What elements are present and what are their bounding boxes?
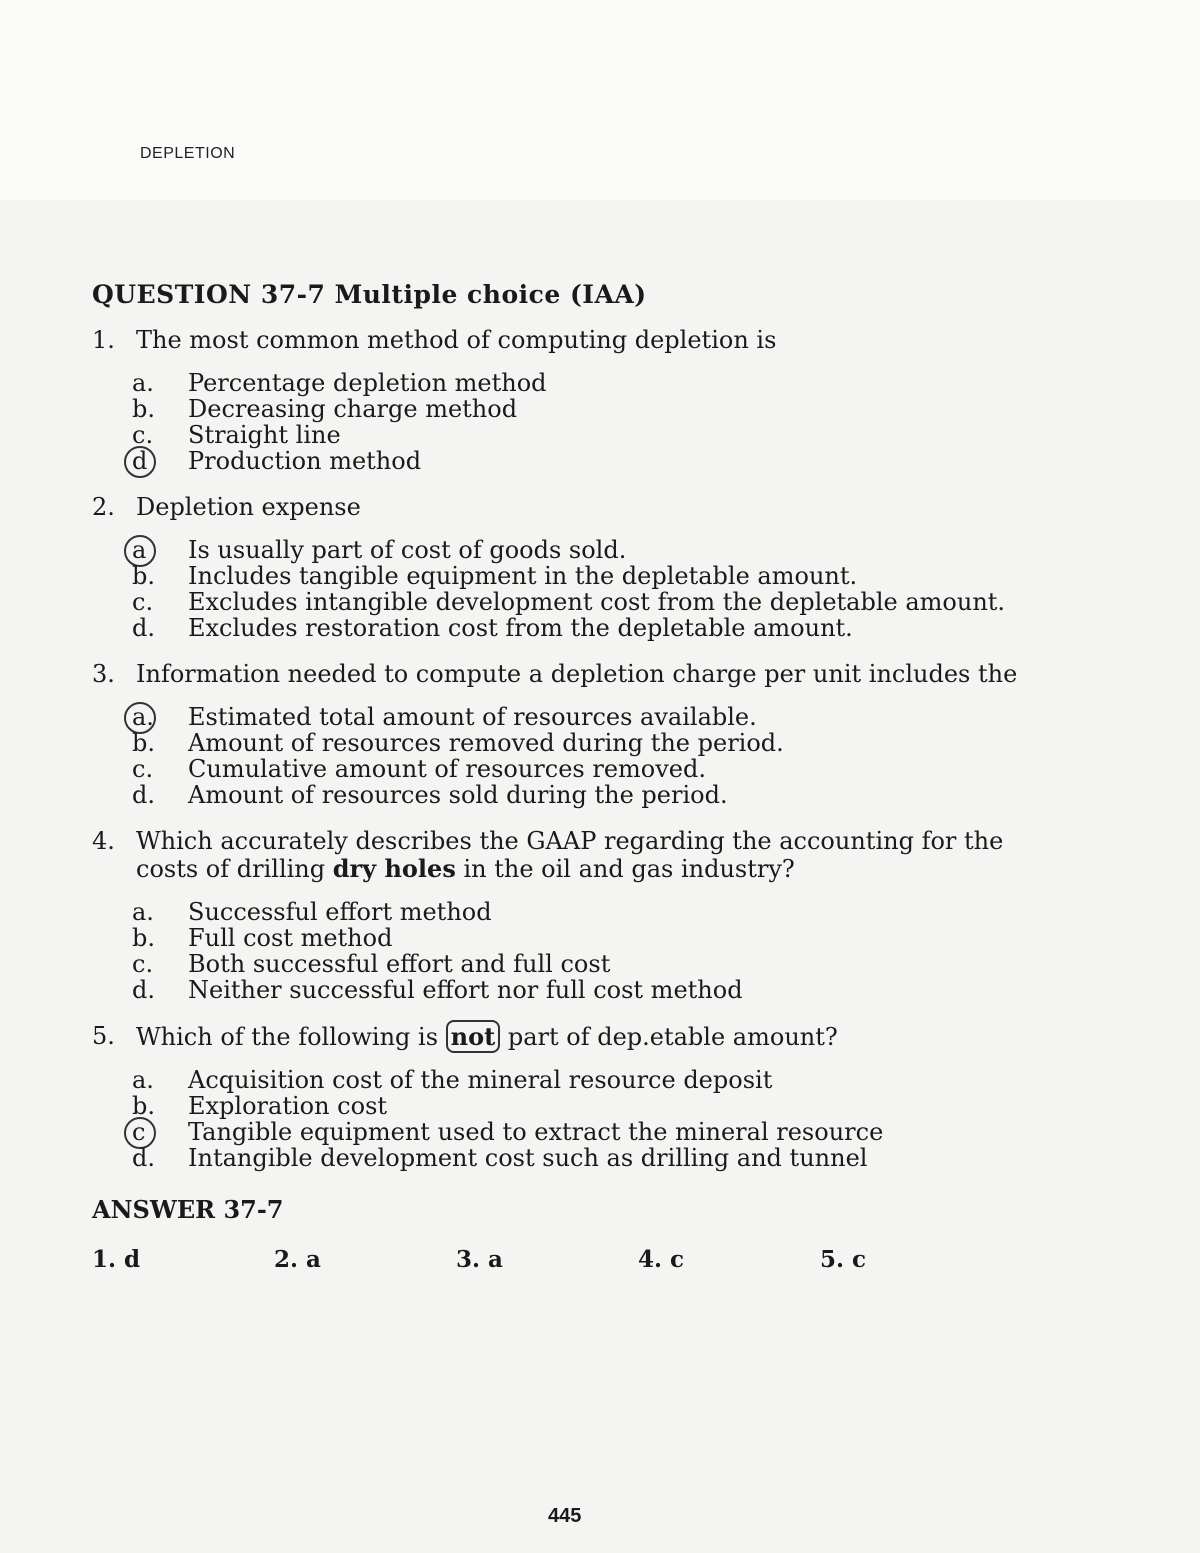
question-document <box>92 280 1037 1273</box>
option-b <box>132 1093 1037 1119</box>
question-text: Depletion expense <box>136 493 361 521</box>
running-header: DEPLETION <box>140 145 236 162</box>
answer-2: 2. a <box>274 1246 321 1273</box>
option-list <box>92 537 1037 641</box>
option-text: Estimated total amount of resources available. <box>188 703 757 731</box>
question-stem <box>92 661 1037 688</box>
option-letter: b. <box>132 1092 155 1120</box>
option-list <box>92 1067 1037 1171</box>
question-stem <box>92 327 1037 354</box>
option-d <box>132 782 1037 808</box>
answer-key <box>92 1246 1037 1273</box>
option-text: Percentage depletion method <box>188 369 547 397</box>
question-stem <box>92 494 1037 521</box>
option-letter: d. <box>132 614 155 642</box>
question-stem <box>92 828 1037 883</box>
option-text: Full cost method <box>188 924 393 952</box>
question-title: QUESTION 37-7 Multiple choice (IAA) <box>92 280 647 309</box>
question-3 <box>92 661 1037 808</box>
boxed-emphasis-text: not <box>446 1020 501 1053</box>
option-letter-circled: d <box>132 448 188 474</box>
option-letter: b. <box>132 924 155 952</box>
option-text: Amount of resources removed during the period. <box>188 729 784 757</box>
option-text: Includes tangible equipment in the depletable amount. <box>188 562 858 590</box>
option-b <box>132 396 1037 422</box>
question-number: 1. <box>92 326 115 354</box>
question-stem <box>92 1023 1037 1051</box>
option-d <box>132 448 1037 474</box>
question-text: Information needed to compute a depletion charge per unit includes the <box>136 660 1018 688</box>
option-d <box>132 977 1037 1003</box>
answer-4: 4. c <box>638 1246 685 1273</box>
option-list <box>92 899 1037 1003</box>
option-letter: a. <box>132 1066 154 1094</box>
question-text-end: part of dep.etable amount? <box>500 1023 838 1051</box>
question-text-start: Which of the following is <box>136 1023 446 1051</box>
question-1 <box>92 327 1037 474</box>
option-text: Exploration cost <box>188 1092 388 1120</box>
option-text: Excludes intangible development cost from the depletable amount. <box>188 588 1006 616</box>
option-c <box>132 951 1037 977</box>
option-c <box>132 422 1037 448</box>
option-letter: a. <box>132 369 154 397</box>
option-text: Straight line <box>188 421 341 449</box>
question-text <box>136 1023 1037 1051</box>
option-text: Neither successful effort nor full cost method <box>188 976 743 1004</box>
option-b <box>132 563 1037 589</box>
question-number: 2. <box>92 493 115 521</box>
option-letter-circled: a <box>132 537 188 563</box>
option-letter: c. <box>132 421 154 449</box>
option-d <box>132 615 1037 641</box>
option-list <box>92 370 1037 474</box>
option-text: Is usually part of cost of goods sold. <box>188 536 627 564</box>
answer-3: 3. a <box>456 1246 503 1273</box>
question-4 <box>92 828 1037 1003</box>
option-text: Both successful effort and full cost <box>188 950 611 978</box>
answer-1: 1. d <box>92 1246 141 1273</box>
option-letter: c. <box>132 588 154 616</box>
option-text: Amount of resources sold during the period. <box>188 781 728 809</box>
question-number: 5. <box>92 1022 115 1050</box>
option-c <box>132 589 1037 615</box>
option-text: Acquisition cost of the mineral resource deposit <box>188 1066 773 1094</box>
option-letter: c. <box>132 755 154 783</box>
option-text: Intangible development cost such as drilling and tunnel <box>188 1144 868 1172</box>
option-letter-circled: c <box>132 1119 188 1145</box>
option-text: Excludes restoration cost from the depletable amount. <box>188 614 853 642</box>
option-letter: d. <box>132 1144 155 1172</box>
question-number: 3. <box>92 660 115 688</box>
option-d <box>132 1145 1037 1171</box>
option-letter: b. <box>132 395 155 423</box>
emphasis-text: dry holes <box>332 854 456 883</box>
question-text <box>136 828 1037 883</box>
option-text: Tangible equipment used to extract the mineral resource <box>188 1118 884 1146</box>
question-text: The most common method of computing depletion is <box>136 326 777 354</box>
question-text-end: in the oil and gas industry? <box>455 855 795 883</box>
option-text: Decreasing charge method <box>188 395 518 423</box>
option-text: Cumulative amount of resources removed. <box>188 755 706 783</box>
option-letter: b. <box>132 729 155 757</box>
question-5 <box>92 1023 1037 1171</box>
option-text: Successful effort method <box>188 898 492 926</box>
option-a <box>132 704 1037 730</box>
option-letter: d. <box>132 781 155 809</box>
option-a <box>132 1067 1037 1093</box>
option-letter: c. <box>132 950 154 978</box>
question-2 <box>92 494 1037 641</box>
answer-5: 5. c <box>820 1246 867 1273</box>
option-b <box>132 925 1037 951</box>
option-b <box>132 730 1037 756</box>
question-text-start: Which accurately describes the GAAP regarding the accounting for the costs of drilling <box>136 827 1004 883</box>
option-text: Production method <box>188 447 422 475</box>
answer-title: ANSWER 37-7 <box>92 1195 284 1224</box>
option-a <box>132 370 1037 396</box>
option-letter: d. <box>132 976 155 1004</box>
option-letter-circled: a. <box>132 704 188 730</box>
option-c <box>132 756 1037 782</box>
option-list <box>92 704 1037 808</box>
option-a <box>132 899 1037 925</box>
question-number: 4. <box>92 827 115 855</box>
option-letter: b. <box>132 562 155 590</box>
option-c <box>132 1119 1037 1145</box>
option-a <box>132 537 1037 563</box>
page-number: 445 <box>548 1505 582 1527</box>
option-letter: a. <box>132 898 154 926</box>
